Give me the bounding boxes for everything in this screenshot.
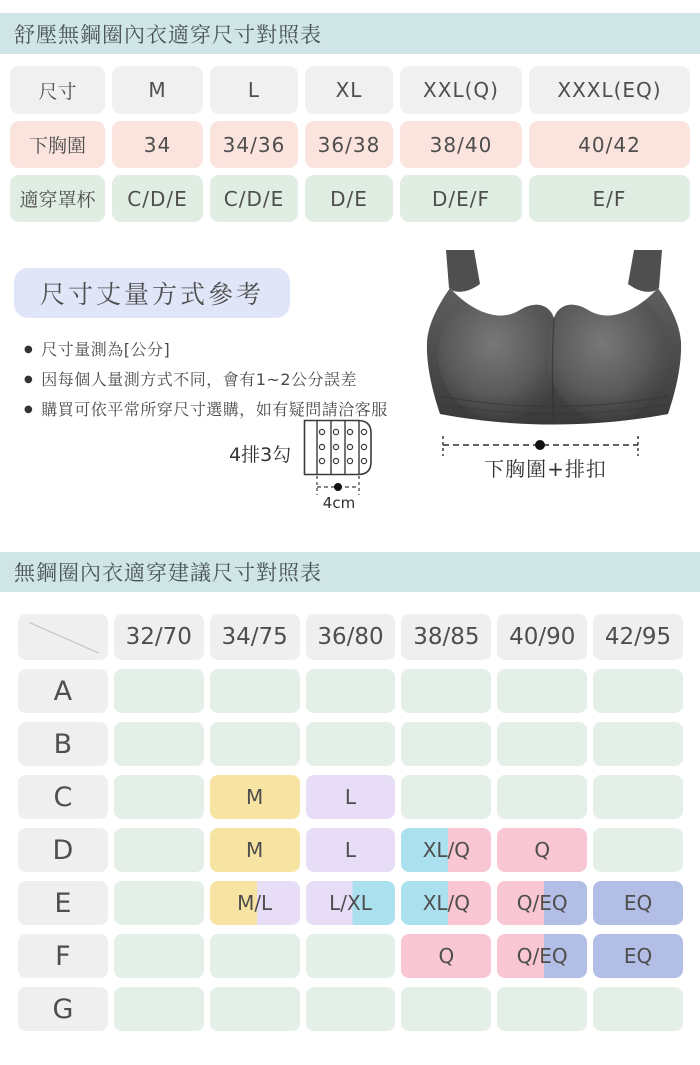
cell-D-38-85: XL/Q: [401, 828, 491, 872]
cell-D-40-90: Q: [497, 828, 587, 872]
section3-title-bar: [0, 552, 700, 592]
column-header-36-80: 36/80: [306, 614, 396, 660]
cell-D-42-95-empty: [593, 828, 683, 872]
cell-B-34-75-empty: [210, 722, 300, 766]
underbust-measure-label: 下胸圍+排扣: [484, 457, 607, 481]
measure-note-1: ● 尺寸量測為[公分]: [24, 336, 434, 366]
underbust-measure-dot: [535, 440, 545, 450]
section1-title: 舒壓無鋼圈內衣適穿尺寸對照表: [14, 22, 322, 47]
cell-F-40-90: Q/EQ: [497, 934, 587, 978]
row-label-F: F: [18, 934, 108, 978]
measure-notes-list: [24, 336, 434, 426]
right-strap: [628, 250, 662, 292]
size-table-cell: C/D/E: [112, 175, 203, 222]
cell-B-42-95-empty: [593, 722, 683, 766]
cell-D-34-75: M: [210, 828, 300, 872]
size-table-cell: 38/40: [400, 121, 522, 168]
size-table-row-1: [10, 121, 690, 168]
size-table-cell: XXL(Q): [400, 66, 522, 114]
size-table-cell: XXXL(EQ): [529, 66, 690, 114]
size-table-row-header: 尺寸: [10, 66, 105, 114]
size-table-cell: 36/38: [305, 121, 393, 168]
measure-note-2: ● 因每個人量測方式不同，會有1~2公分誤差: [24, 366, 434, 396]
cell-F-36-80-empty: [306, 934, 396, 978]
section3-title: 無鋼圈內衣適穿建議尺寸對照表: [14, 561, 322, 585]
size-table-cell: 34: [112, 121, 203, 168]
measure-reference-title: 尺寸丈量方式參考: [39, 280, 264, 309]
cell-D-36-80: L: [306, 828, 396, 872]
cell-B-38-85-empty: [401, 722, 491, 766]
column-header-42-95: 42/95: [593, 614, 683, 660]
cell-C-40-90-empty: [497, 775, 587, 819]
recommendation-table: [18, 614, 683, 1031]
cell-G-40-90-empty: [497, 987, 587, 1031]
cell-E-42-95: EQ: [593, 881, 683, 925]
cell-A-42-95-empty: [593, 669, 683, 713]
corner-cell: [18, 614, 108, 660]
cell-G-34-75-empty: [210, 987, 300, 1031]
cell-E-38-85: XL/Q: [401, 881, 491, 925]
size-table-cell: E/F: [529, 175, 690, 222]
cell-B-40-90-empty: [497, 722, 587, 766]
size-comparison-table: [10, 66, 690, 229]
row-label-E: E: [18, 881, 108, 925]
bra-illustration: [424, 250, 684, 462]
size-table-row-header: 適穿罩杯: [10, 175, 105, 222]
size-table-cell: D/E/F: [400, 175, 522, 222]
size-table-cell: C/D/E: [210, 175, 298, 222]
cell-G-36-80-empty: [306, 987, 396, 1031]
measure-note-3: ● 購買可依平常所穿尺寸選購，如有疑問請洽客服: [24, 396, 434, 426]
cell-A-32-70-empty: [114, 669, 204, 713]
cell-B-36-80-empty: [306, 722, 396, 766]
column-header-38-85: 38/85: [401, 614, 491, 660]
row-label-D: D: [18, 828, 108, 872]
row-label-B: B: [18, 722, 108, 766]
cell-A-36-80-empty: [306, 669, 396, 713]
cell-C-38-85-empty: [401, 775, 491, 819]
size-table-cell: 40/42: [529, 121, 690, 168]
cell-B-32-70-empty: [114, 722, 204, 766]
hook-measure-value: 4cm: [322, 494, 356, 512]
cell-G-38-85-empty: [401, 987, 491, 1031]
size-table-cell: D/E: [305, 175, 393, 222]
hook-measure-dot: [334, 483, 342, 491]
cell-E-34-75: M/L: [210, 881, 300, 925]
measure-reference-box: [14, 268, 290, 318]
left-strap: [446, 250, 480, 292]
cell-F-38-85: Q: [401, 934, 491, 978]
row-label-A: A: [18, 669, 108, 713]
cell-G-32-70-empty: [114, 987, 204, 1031]
size-table-cell: L: [210, 66, 298, 114]
row-label-C: C: [18, 775, 108, 819]
column-header-40-90: 40/90: [497, 614, 587, 660]
size-table-cell: M: [112, 66, 203, 114]
cell-F-34-75-empty: [210, 934, 300, 978]
cell-C-36-80: L: [306, 775, 396, 819]
column-header-34-75: 34/75: [210, 614, 300, 660]
hook-closure-diagram: [303, 419, 383, 515]
size-table-row-0: [10, 66, 690, 114]
column-header-32-70: 32/70: [114, 614, 204, 660]
cell-C-32-70-empty: [114, 775, 204, 819]
cell-G-42-95-empty: [593, 987, 683, 1031]
cell-F-42-95: EQ: [593, 934, 683, 978]
cell-F-32-70-empty: [114, 934, 204, 978]
corner-diagonal-line: [18, 614, 108, 660]
hook-rows-label: 4排3勾: [229, 444, 292, 466]
cell-A-40-90-empty: [497, 669, 587, 713]
size-table-row-2: [10, 175, 690, 222]
cell-D-32-70-empty: [114, 828, 204, 872]
cell-C-42-95-empty: [593, 775, 683, 819]
cell-E-32-70-empty: [114, 881, 204, 925]
cell-E-40-90: Q/EQ: [497, 881, 587, 925]
cell-A-34-75-empty: [210, 669, 300, 713]
size-table-cell: 34/36: [210, 121, 298, 168]
row-label-G: G: [18, 987, 108, 1031]
size-table-cell: XL: [305, 66, 393, 114]
cell-E-36-80: L/XL: [306, 881, 396, 925]
size-table-row-header: 下胸圍: [10, 121, 105, 168]
section1-title-bar: [0, 13, 700, 54]
cell-A-38-85-empty: [401, 669, 491, 713]
cell-C-34-75: M: [210, 775, 300, 819]
